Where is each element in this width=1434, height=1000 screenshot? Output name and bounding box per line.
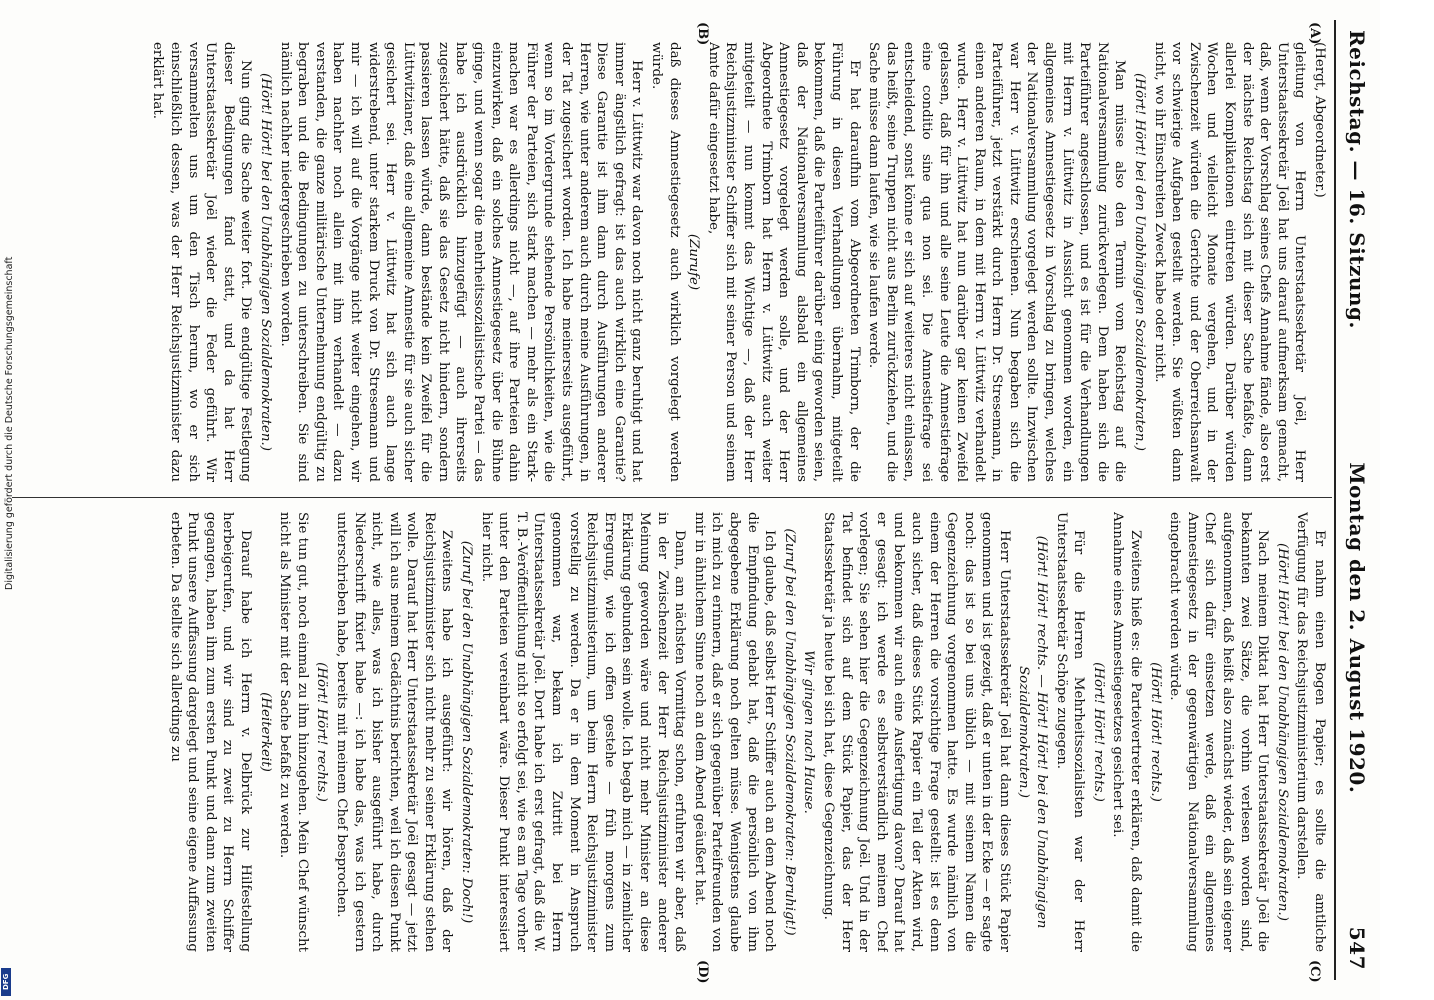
dfg-logo: DFG <box>1 968 11 996</box>
paragraph: Zweitens hieß es: die Parteivertreter erklären, daß damit die Annahme eines Amnestiegesetzes gesichert sei. <box>1110 512 1144 952</box>
paragraph: Er hat daraufhin vom Abgeordneten Trimborn, der die Führung in diesen Verhandlungen übernahm, mitgeteilt bekommen, daß die Parteiführer darüber einig geworden seien, daß der Nationalversammlung alsbald ein allgemeines Amnestiegesetz vorgelegt werden solle, und der Herr Abgeordnete Trimborn hat Herrn v. Lüttwitz auch weiter mitgeteilt — nun kommt das Wichtige —, daß der Herr Reichsjustizminister Schiffer sich mit seiner Person und seinem Amte dafür eingesetzt habe, <box>705 42 862 482</box>
right-column <box>12 512 1328 952</box>
interjection: (Zuruf bei den Unabhängigen Sozialdemokraten: Doch!) <box>459 540 475 924</box>
interjection: (Heiterkeit) <box>257 692 273 772</box>
column-divider <box>12 497 1332 498</box>
paragraph: Ich glaube, daß selbst Herr Schiffer auch an dem Abend noch die Empfindung gehabt hat, daß die persönlich von ihm abgegebene Erklärung noch gelten müsse. Wenigstens glaube ich mich zu erinnern, daß er sich gegenüber Parteifreunden von mir in ähnlichem Sinne noch an dem Abend geäußert hat. <box>691 512 778 952</box>
interjection: (Hört! Hört! bei den Unabhängigen Sozialdemokraten.) <box>1274 543 1290 921</box>
margin-marker-d: (D) <box>695 960 710 984</box>
paragraph: Nun ging die Sache weiter fort. Die endgültige Festlegung dieser Bedingungen fand statt, und da hat Herr Unterstaatssekretär Joël wieder die Feder geführt. Wir versammelten uns um den Tisch herum, wo er sich einschließlich dessen, was der Herr Reichsjustizminister dazu erklärt hat. <box>150 42 254 482</box>
page-header <box>1342 30 1372 970</box>
paragraph: Für die Herren Mehrheitssozialisten war der Herr Unterstaatssekretär Schöpe zugegen. <box>1053 512 1087 952</box>
page-number: 547 <box>1345 926 1369 970</box>
interjection: Wir gingen nach Hause. <box>801 650 817 814</box>
paragraph: gleitung von Herrn Unterstaatssekretär Joël, Herr Unterstaatssekretär Joël hat uns darauf aufmerksam gemacht, daß, wenn der Vorschlag seines Chefs Annahme fände, also erst der nächste Reichstag sich mit dieser Sache befaßte, dann allerlei Komplikationen eintreten würden. Darüber würden Wochen und vielleicht Monate vergehen, und in der Zwischenzeit würden die Gerichte und der Oberreichsanwalt vor schwierige Aufgaben gestellt werden. Sie wüßten dann nicht, wo ihr Einschreiten Zweck habe oder nicht. <box>1151 42 1308 482</box>
digitization-credit: Digitalisierung gefördert durch die Deutsche Forschungsgemeinschaft <box>4 256 15 590</box>
interjection: (Hört! Hört! bei den Unabhängigen Sozialdemokraten.) <box>257 73 273 451</box>
paragraph: Herr Unterstaatssekretär Joël hat dann dieses Stück Papier genommen und ist gezeigt, daß er unten in der Ecke — er sagte noch: das ist so bei uns üblich — mit seinem Namen die Gegenzeichnung vorgenommen hatte. Es wurde nämlich von einem der Herren die vorsichtige Frage gestellt: ist es denn auch sicher, daß dieses Stück Papier ein Teil der Akten wird, und bekommen wir auch eine Ausfertigung davon? Darauf hat er gesagt: ich werde es selbstverständlich meinem Chef vorlegen; Sie sehen hier die Gegenzeichnung Joël. Und in der Tat befindet sich auf dem Stück Papier, das der Herr Staatssekretär ja heute bei sich hat, diese Gegenzeichnung. <box>820 512 1012 952</box>
interjection: (Zuruf bei den Unabhängigen Sozialdemokraten: Beruhigt!) <box>781 528 797 936</box>
interjection: (Hört! Hört! rechts.) <box>314 662 330 802</box>
paragraph: Er nahm einen Bogen Papier; es sollte die amtliche Verfügung für das Reichsjustizministerium darstellen. <box>1294 512 1327 952</box>
header-date: Montag den 2. August 1920. <box>1345 462 1369 794</box>
margin-marker-a: (A) <box>1307 22 1322 45</box>
margin-marker-c: (C) <box>1307 960 1322 983</box>
left-column <box>12 42 1328 482</box>
paragraph: Man müsse also den Termin vom Reichstag auf die Nationalversammlung zurückverlegen. Dem haben sich die Parteiführer angeschlossen, und es ist für die Verhandlungen mit Herrn v. Lüttwitz in Aussicht genommen worden, ein allgemeines Amnestiegesetz in Vorschlag zu bringen, welches der Nationalversammlung vorgelegt werden sollte. Inzwischen war Herr v. Lüttwitz erschienen. Nun begaben sich die Parteiführer, jetzt verstärkt durch Herrn Dr. Stresemann, in einen anderen Raum, in dem mit Herrn v. Lüttwitz verhandelt wurde. Herr v. Lüttwitz hat nun darüber gar keinen Zweifel gelassen, daß für ihn und alle seine Leute die Amnestiefrage eine conditio sine qua non sei. Die Amnestiefrage sei entscheidend, sonst könne er sich auf weiteres nicht einlassen, das heißt, seine Truppen nicht aus Berlin zurückziehen, und die Sache müsse dann laufen, wie sie laufen werde. <box>866 42 1128 482</box>
paragraph: Darauf habe ich Herrn v. Delbrück zur Hilfestellung herbeigerufen, und wir sind zu zweit zu Herrn Schiffer gegangen, haben ihm zum ersten Punkt und dann zum zweiten Punkt unsere Auffassung dargelegt und seine eigene Auffassung erbeten. Da stellte sich allerdings zu <box>167 512 253 952</box>
header-left: Reichstag. — 16. Sitzung. <box>1345 30 1369 329</box>
paragraph: Zweitens habe ich ausgeführt: wir hören, daß der Reichsjustizminister sich nicht mehr zu seiner Erklärung stehen wolle. Darauf hat Herr Unterstaatssekretär Joël gesagt — jetzt will ich aus meinem Gedächtnis berichten, weil ich diesen Punkt nicht, wie alles, was ich bisher ausgeführt habe, durch Niederschrift fixiert habe —: ich habe das, was ich gestern unterschrieben habe, bereits mit meinem Chef besprochen. <box>333 512 455 952</box>
header-rule <box>1334 20 1336 980</box>
interjection: (Hört! Hört! rechts.) <box>1090 662 1106 802</box>
interjection: (Hört! Hört! rechts. — Hört! Hört! bei den Unabhängigen Sozialdemokraten.) <box>1016 535 1050 929</box>
interjection: (Hört! Hört! rechts.) <box>1147 662 1163 802</box>
interjection: (Zurufe) <box>686 233 702 291</box>
paragraph: Sie tun gut, noch einmal zu ihm hinzugehen. Mein Chef wünscht nicht als Minister mit der Sache befaßt zu werden. <box>277 512 310 952</box>
paragraph: Dann, am nächsten Vormittag schon, erfuhren wir aber, daß in der Zwischenzeit der Herr Reichsjustizminister anderer Meinung geworden wäre und nicht mehr Minister an diese Erklärung gebunden sein wolle. Ich begab mich — in ziemlicher Erregung, wie ich offen gestehe — früh morgens zum Reichsjustizministerium, um beim Herrn Reichsjustizminister vorstellig zu werden. Da er in dem Moment in Anspruch genommen war, bekam ich Zutritt bei Herrn Unterstaatssekretär Joël. Dort habe ich erst gefragt, daß die W. T. B.-Veröffentlichung nicht so erfolgt sei, wie es am Tage vorher unter den Parteien vereinbart wäre. Dieser Punkt interessiert hier nicht. <box>478 512 688 952</box>
paragraph: Herr v. Lüttwitz war davon noch nicht ganz beruhigt und hat immer ängstlich gefragt: ist das auch wirklich eine Garantie? Diese Garantie ist ihm dann durch Ausführungen anderer Herren, wie unter anderem auch durch meine Ausführungen, in der Tat zugesichert worden. Ich habe meinerseits ausgeführt, wenn so im Vordergrunde stehende Persönlichkeiten, wie die Führer der Parteien, sich stark machen — mehr als ein Starkmachen war es allerdings nicht —, auf ihre Parteien dahin einzuwirken, daß ein solches Amnestiegesetz über die Bühne ginge, und wenn sogar die mehrheitssozialistische Partei — das habe ich ausdrücklich hinzugefügt — auch ihrerseits zugesichert hätte, daß sie das Gesetz nicht hindern, sondern passieren lassen würde, dann bestände kein Zweifel für die Lüttwitzianer, daß eine allgemeine Amnestie für sie auch sicher gesichert sei. Herr v. Lüttwitz hat sich auch lange widerstrebend, unter starkem Druck von Dr. Stresemann und mir — ich will auf die Vorgänge nicht weiter eingehen, wir haben nachher noch allein mit ihm verhandelt — dazu verstanden, die ganze militärische Unternehmung endgültig zu begraben und die Bedingungen zu unterschreiben. Sie sind nämlich nachher niedergeschrieben worden. <box>277 42 645 482</box>
paragraph: daß dieses Amnestiegesetz auch wirklich vorgelegt werden würde. <box>649 42 682 482</box>
margin-marker-b: (B) <box>695 22 710 46</box>
interjection: (Hört! Hört! bei den Unabhängigen Sozialdemokraten.) <box>1132 73 1148 451</box>
paragraph: Nach meinem Diktat hat Herr Unterstaatssekretär Joël die bekannten zwei Sätze, die vorhin verlesen worden sind, aufgenommen, daß heißt also zunächst wieder, daß sein eigener Chef sich dafür einsetzen werde, daß ein allgemeines Amnestiegesetz in der gegenwärtigen Nationalversammlung eingebracht werden würde. <box>1167 512 1271 952</box>
paragraph: (Hergt, Abgeordneter.) <box>1312 42 1327 198</box>
